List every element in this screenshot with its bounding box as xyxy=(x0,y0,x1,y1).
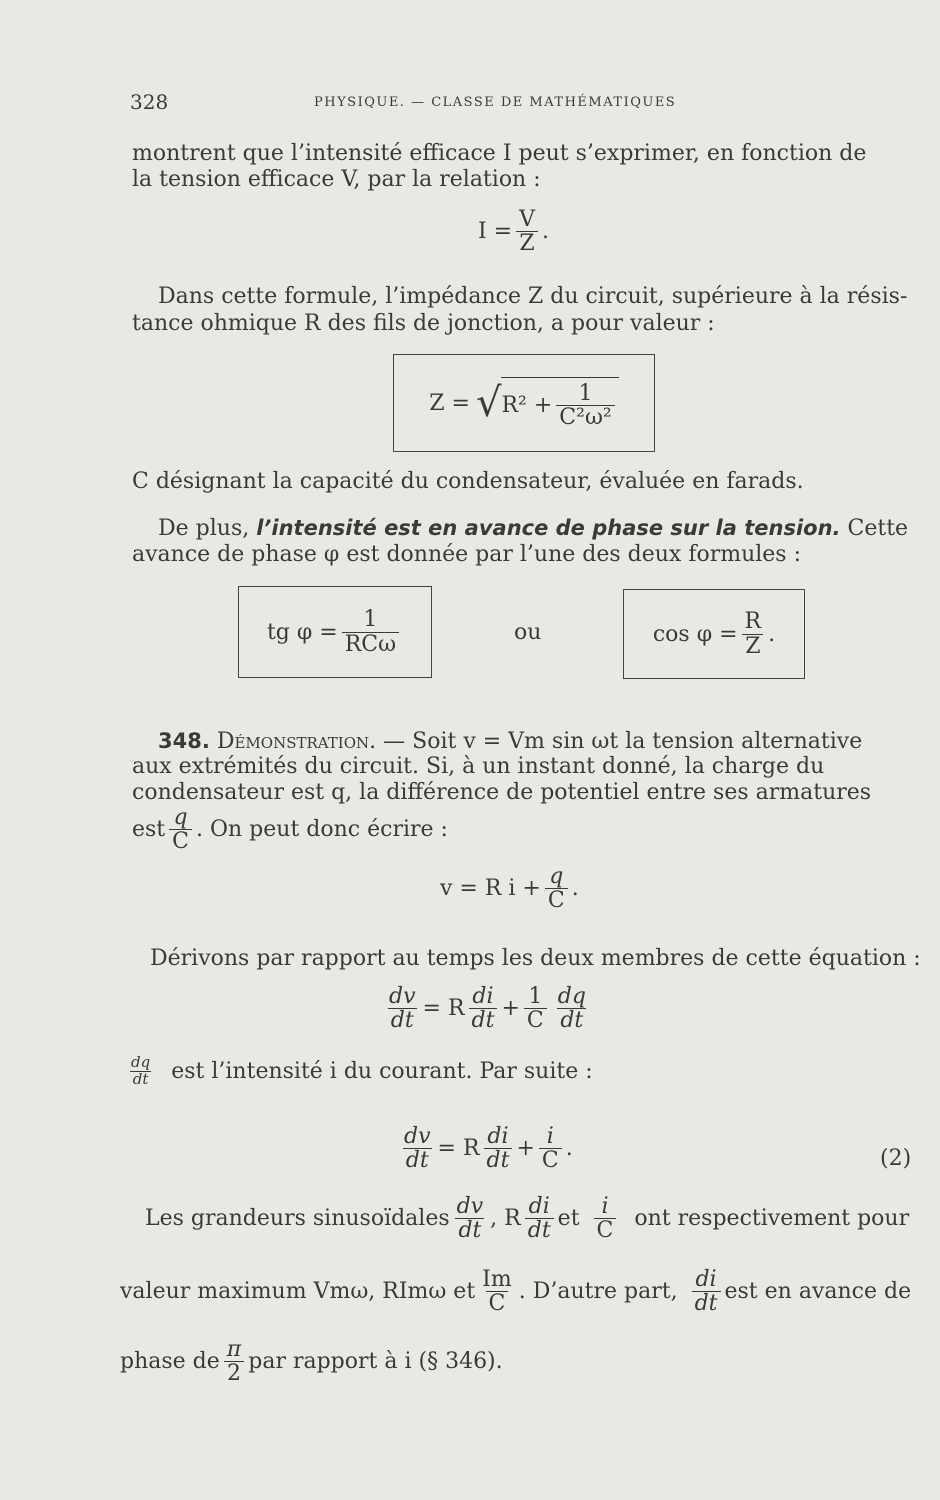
equation-voltage xyxy=(440,865,579,912)
square-root-sign: √ xyxy=(475,380,502,426)
impedance-formula-box xyxy=(393,354,655,452)
phase-emphasis: l’intensité est en avance de phase sur la tension. xyxy=(256,516,841,540)
section-line-1-rest: — Soit v = Vm sin ωt la tension alternative xyxy=(376,729,863,754)
fraction-numerator: dq xyxy=(131,1053,151,1071)
equation-ohm xyxy=(478,208,549,255)
fraction-denominator: C xyxy=(169,829,192,853)
fraction-denominator: dt xyxy=(388,1008,417,1032)
fraction-im-c xyxy=(479,1268,515,1315)
fraction-dq-dt-small xyxy=(128,1055,153,1088)
equation-tangent-fraction xyxy=(342,608,399,655)
fraction-di-dt xyxy=(469,985,498,1032)
fraction-numerator: V xyxy=(519,207,536,232)
fraction-numerator: q xyxy=(173,805,188,830)
equation-impedance-lhs: Z = xyxy=(429,390,470,416)
phase-pi-prefix: phase de xyxy=(120,1349,220,1375)
equation-cosine xyxy=(653,610,775,657)
fraction-numerator: 1 xyxy=(528,984,543,1009)
equation-ohm-lhs: I = xyxy=(478,219,513,245)
phase-pi-line xyxy=(120,1338,503,1385)
maximum-prefix: valeur maximum Vmω, RImω et xyxy=(120,1279,476,1305)
sinus-and: et xyxy=(557,1206,580,1232)
sinus-prefix: Les grandeurs sinusoïdales xyxy=(145,1206,450,1232)
page-number: 328 xyxy=(130,90,169,114)
fraction-denominator: dt xyxy=(692,1291,721,1315)
fraction-dv-dt xyxy=(401,1125,434,1172)
equation-voltage-lhs: v = R i + xyxy=(440,876,541,902)
equation-cosine-lhs: cos φ = xyxy=(652,621,738,647)
fraction-denominator: C xyxy=(486,1291,509,1315)
sinus-separator: , R xyxy=(490,1206,521,1232)
fraction-denominator: dt xyxy=(557,1008,586,1032)
fraction-denominator: RCω xyxy=(342,632,399,656)
fraction-numerator: i xyxy=(601,1194,609,1219)
fraction-1-c xyxy=(524,985,547,1032)
plus-sign: + xyxy=(501,996,520,1022)
fraction-dv-dt xyxy=(454,1195,487,1242)
line-4-prefix: est xyxy=(132,817,166,843)
fraction-i-c xyxy=(594,1195,617,1242)
impedance-line-2: tance ohmique R des fils de jonction, a pour valeur : xyxy=(132,311,715,336)
fraction-numerator: 1 xyxy=(578,380,593,406)
phase-suffix: Cette xyxy=(840,516,909,541)
fraction-numerator: di xyxy=(528,1194,550,1219)
fraction-pi-2 xyxy=(224,1338,244,1385)
maximum-middle: . D’autre part, xyxy=(518,1279,678,1305)
equation-tangent-lhs: tg φ = xyxy=(266,619,338,645)
equals-r: = R xyxy=(422,996,465,1022)
fraction-numerator: dv xyxy=(404,1124,431,1149)
maximum-suffix: est en avance de xyxy=(724,1279,912,1305)
fraction-denominator: C xyxy=(524,1008,547,1032)
intro-line-1: montrent que l’intensité efficace I peut s’exprimer, en fonction de xyxy=(132,141,867,166)
capacity-line: C désignant la capacité du condensateur, évaluée en farads. xyxy=(132,469,804,494)
fraction-denominator: dt xyxy=(403,1148,432,1172)
fraction-numerator: π xyxy=(226,1337,242,1362)
fraction-dq-dt xyxy=(555,985,589,1032)
fraction-numerator: 1 xyxy=(363,607,378,633)
fraction-denominator: Z xyxy=(742,634,763,658)
line-4-fraction xyxy=(169,806,192,853)
fraction-numerator: di xyxy=(487,1124,509,1149)
equals-r: = R xyxy=(437,1136,480,1162)
fraction-denominator: dt xyxy=(130,1071,152,1088)
fraction-di-dt xyxy=(525,1195,554,1242)
fraction-di-dt xyxy=(692,1268,721,1315)
dq-line-text: est l’intensité i du courant. Par suite : xyxy=(171,1058,593,1084)
equation-label-2: (2) xyxy=(880,1146,912,1171)
equation-voltage-fraction xyxy=(545,865,568,912)
fraction-numerator: di xyxy=(472,984,494,1009)
fraction-numerator: dv xyxy=(456,1194,484,1219)
equation-ohm-tail: . xyxy=(542,219,550,245)
fraction-denominator: dt xyxy=(469,1008,498,1032)
fraction-i-c xyxy=(539,1125,562,1172)
maximum-line xyxy=(120,1268,911,1315)
derive-line: Dérivons par rapport au temps les deux membres de cette équation : xyxy=(150,946,921,971)
equation-cosine-fraction xyxy=(742,610,765,657)
plus-sign: + xyxy=(516,1136,535,1162)
fraction-denominator: C xyxy=(545,888,568,912)
fraction-denominator: Z xyxy=(516,231,537,255)
fraction-denominator: dt xyxy=(484,1148,513,1172)
square-root-radicand xyxy=(501,377,618,429)
sinusoidal-line xyxy=(145,1195,909,1242)
fraction-dv-dt xyxy=(386,985,419,1032)
fraction-denominator: 2 xyxy=(224,1361,244,1385)
line-4-suffix: . On peut donc écrire : xyxy=(196,817,448,843)
fraction-numerator: R xyxy=(744,609,762,635)
equation-impedance xyxy=(429,377,618,429)
sinus-suffix: ont respectivement pour xyxy=(634,1206,910,1232)
or-word: ou xyxy=(514,620,542,645)
equation-voltage-tail: . xyxy=(571,876,579,902)
section-348-line-4 xyxy=(132,806,448,853)
fraction-numerator: dq xyxy=(557,984,586,1009)
fraction-numerator: q xyxy=(549,864,564,889)
phase-prefix: De plus, xyxy=(158,516,257,541)
equation-tangent xyxy=(267,608,403,655)
fraction-numerator: dv xyxy=(389,984,416,1009)
radicand-term: R² + xyxy=(501,393,553,418)
section-title: Démonstration. xyxy=(216,729,377,754)
tangent-formula-box xyxy=(238,586,432,678)
section-number: 348. xyxy=(158,729,210,753)
fraction-denominator: dt xyxy=(525,1218,554,1242)
fraction-di-dt xyxy=(484,1125,513,1172)
fraction-numerator: di xyxy=(695,1267,717,1292)
section-348-line-3: condensateur est q, la différence de potentiel entre ses armatures xyxy=(132,780,872,805)
intro-line-2: la tension efficace V, par la relation : xyxy=(132,167,541,192)
phase-line-1 xyxy=(158,514,908,543)
equation-derivative xyxy=(382,985,593,1032)
fraction-numerator: i xyxy=(546,1124,554,1149)
equation-2-tail: . xyxy=(565,1136,573,1162)
fraction-denominator: dt xyxy=(455,1218,484,1242)
radicand-fraction xyxy=(556,382,614,429)
dq-line xyxy=(124,1055,593,1088)
cosine-formula-box xyxy=(623,589,805,679)
section-348-line-1 xyxy=(158,727,862,756)
fraction-denominator: C²ω² xyxy=(556,405,614,429)
fraction-numerator: Im xyxy=(482,1267,512,1292)
fraction-denominator: C xyxy=(539,1148,562,1172)
running-title: PHYSIQUE. — CLASSE DE MATHÉMATIQUES xyxy=(314,95,677,110)
equation-cosine-tail: . xyxy=(768,621,776,647)
equation-2 xyxy=(397,1125,573,1172)
phase-pi-suffix: par rapport à i (§ 346). xyxy=(248,1349,503,1375)
fraction-denominator: C xyxy=(594,1218,617,1242)
section-348-line-2: aux extrémités du circuit. Si, à un instant donné, la charge du xyxy=(132,754,825,779)
impedance-line-1: Dans cette formule, l’impédance Z du circuit, supérieure à la résis- xyxy=(158,284,908,309)
equation-ohm-fraction xyxy=(516,208,538,255)
phase-line-2: avance de phase φ est donnée par l’une des deux formules : xyxy=(132,542,802,567)
